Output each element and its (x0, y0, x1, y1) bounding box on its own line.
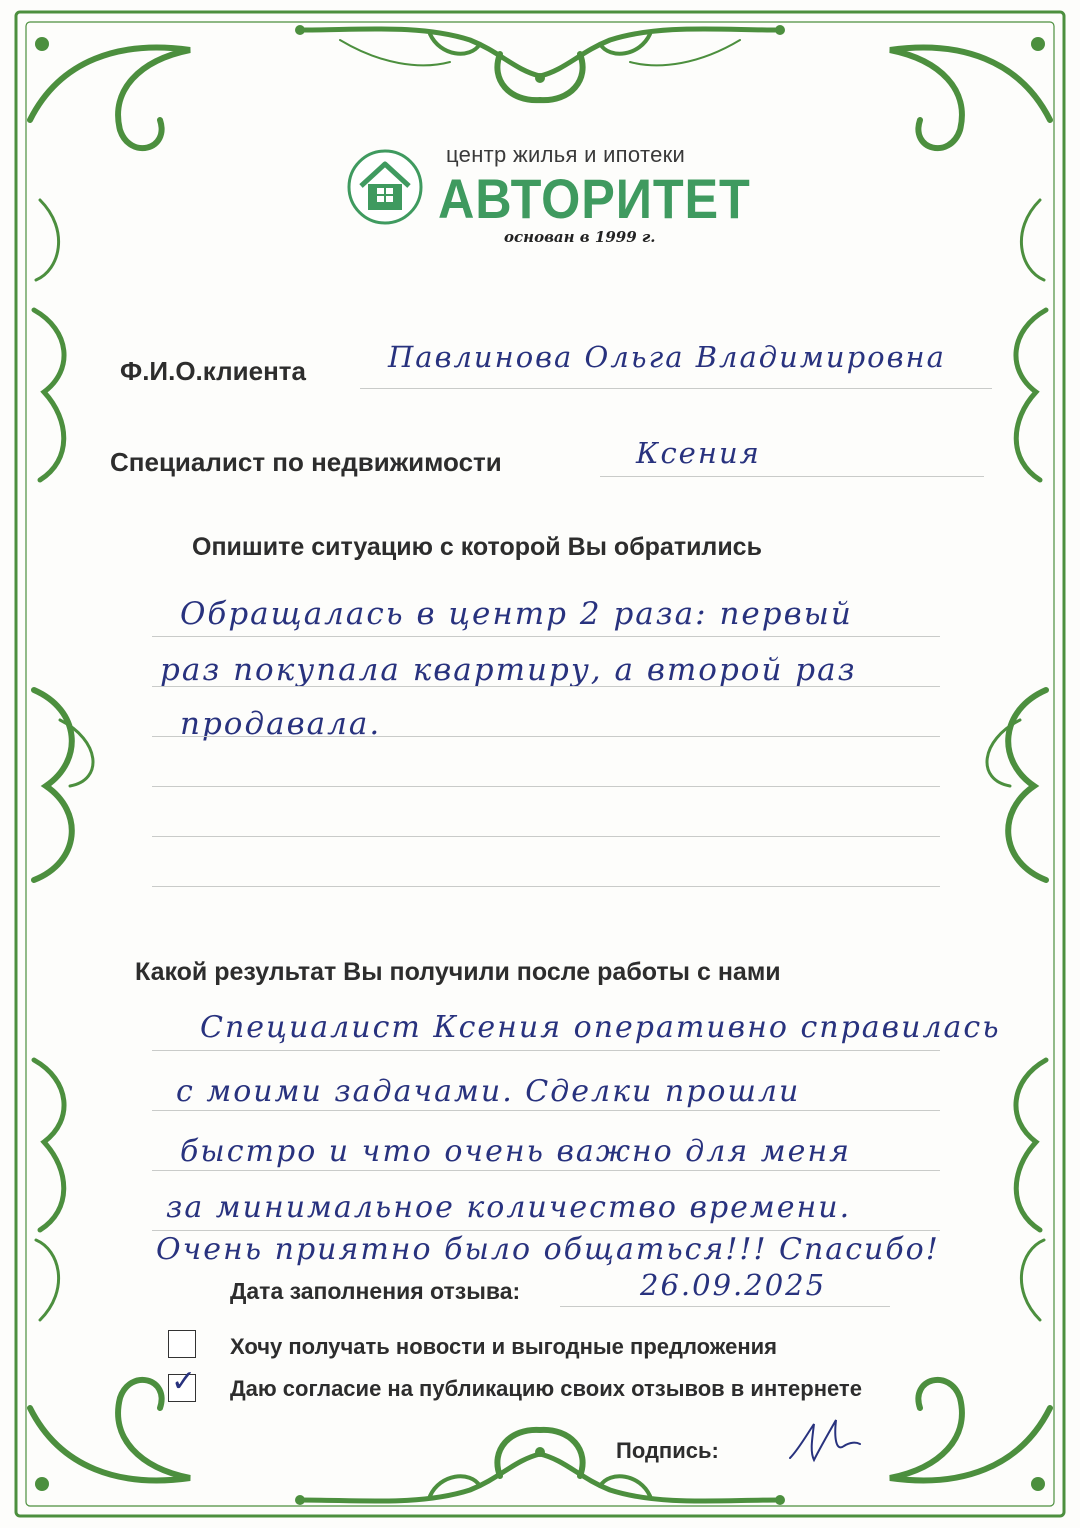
house-icon (346, 148, 424, 226)
writing-line (152, 786, 940, 787)
client-name-line (360, 388, 992, 389)
logo-since: основан в 1999 г. (504, 228, 656, 246)
specialist-value: Ксения (636, 436, 761, 470)
specialist-label: Специалист по недвижимости (110, 447, 502, 477)
news-checkbox[interactable] (168, 1330, 196, 1358)
logo-tagline: центр жилья и ипотеки (446, 142, 686, 167)
client-name-label: Ф.И.О.клиента (120, 356, 306, 386)
writing-line (152, 636, 940, 637)
consent-checkbox[interactable] (168, 1365, 197, 1402)
writing-line (152, 1170, 940, 1171)
handwritten-signature[interactable] (784, 1412, 864, 1468)
writing-line (152, 1230, 940, 1231)
company-logo (346, 140, 751, 250)
writing-line (152, 686, 940, 687)
situation-line: продавала. (180, 706, 382, 742)
writing-line (152, 886, 940, 887)
date-label: Дата заполнения отзыва: (230, 1278, 521, 1304)
result-line: за минимальное количество времени. (166, 1190, 852, 1225)
signature-label: Подпись: (616, 1438, 719, 1463)
writing-line (152, 736, 940, 737)
situation-line: Обращалась в центр 2 раза: первый (180, 596, 853, 632)
situation-heading: Опишите ситуацию с которой Вы обратились (192, 533, 762, 561)
logo-brand-name: АВТОРИТЕТ (438, 167, 751, 230)
result-line: Очень приятно было общаться!!! Спасибо! (156, 1232, 940, 1267)
news-option-label: Хочу получать новости и выгодные предложения (230, 1334, 777, 1359)
client-name-value: Павлинова Ольга Владимировна (388, 340, 946, 374)
result-line: быстро и что очень важно для меня (180, 1134, 852, 1169)
result-line: с моими задачами. Сделки прошли (176, 1074, 801, 1109)
consent-option-label: Даю согласие на публикацию своих отзывов в интернете (230, 1376, 862, 1401)
writing-line (152, 1050, 940, 1051)
check-icon: ✓ (171, 1365, 197, 1398)
writing-line (152, 836, 940, 837)
writing-line (152, 1110, 940, 1111)
date-value: 26.09.2025 (640, 1268, 827, 1302)
situation-line: раз покупала квартиру, а второй раз (160, 652, 857, 688)
result-line: Специалист Ксения оперативно справилась (200, 1010, 1001, 1045)
specialist-line (600, 476, 984, 477)
date-line (560, 1306, 890, 1307)
result-heading: Какой результат Вы получили после работы с нами (135, 958, 781, 986)
